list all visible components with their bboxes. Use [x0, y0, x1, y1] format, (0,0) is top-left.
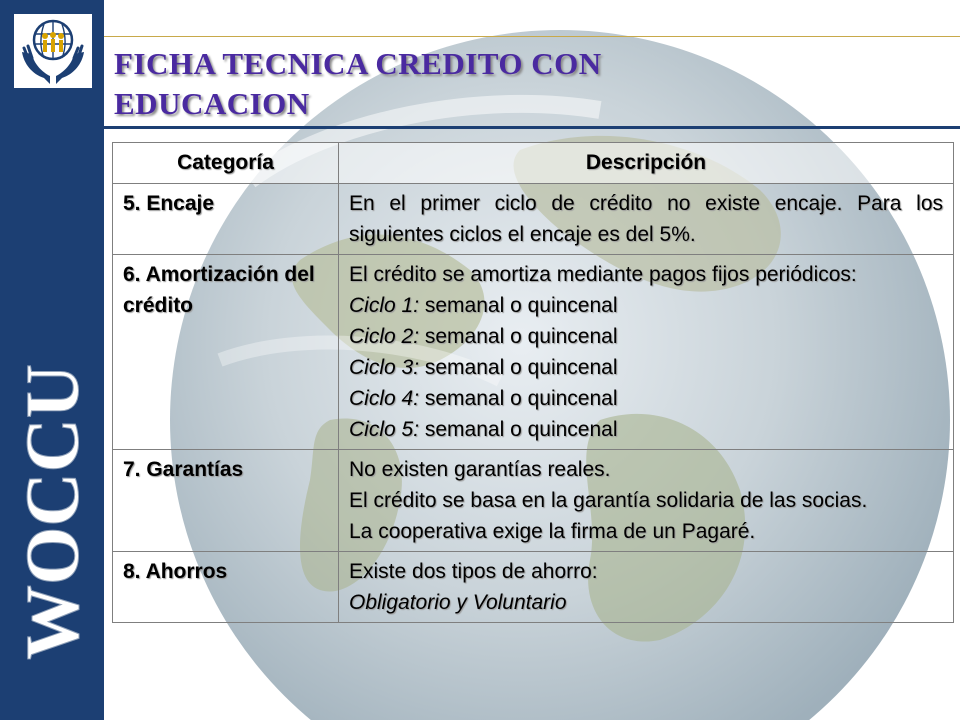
row-category: 7. Garantías: [113, 450, 339, 552]
header-descripcion: Descripción: [339, 143, 954, 184]
description-italic-text: Obligatorio y Voluntario: [349, 591, 567, 614]
cycle-label: Ciclo 2:: [349, 325, 420, 348]
cycle-line: [349, 383, 943, 414]
cycle-label: Ciclo 5:: [349, 418, 420, 441]
cycle-label: Ciclo 4:: [349, 387, 420, 410]
table-header-row: [113, 143, 954, 184]
logo: [14, 14, 92, 88]
sidebar-band: [0, 0, 104, 720]
svg-text:WOCCU: WOCCU: [11, 360, 95, 660]
table-row: [113, 184, 954, 255]
cycle-text: semanal o quincenal: [419, 418, 618, 441]
brand-wordmark: [11, 360, 96, 660]
cycle-text: semanal o quincenal: [419, 387, 618, 410]
cycle-text: semanal o quincenal: [419, 356, 618, 379]
cycle-text: semanal o quincenal: [419, 294, 618, 317]
cycle-label: Ciclo 1:: [349, 294, 420, 317]
title-underline: [104, 126, 960, 129]
cycle-text: semanal o quincenal: [419, 325, 618, 348]
description-text: No existen garantías reales.: [349, 458, 611, 481]
woccu-logo-text: [11, 360, 96, 660]
row-category: 6. Amortización del crédito: [113, 255, 339, 450]
row-description: [339, 552, 954, 623]
table-row: [113, 450, 954, 552]
table-row: [113, 552, 954, 623]
slide-title: FICHA TECNICA CREDITO CON EDUCACION: [114, 46, 602, 121]
description-text: Existe dos tipos de ahorro:: [349, 560, 598, 583]
row-description: [339, 450, 954, 552]
description-text: La cooperativa exige la firma de un Pagaré.: [349, 520, 756, 543]
cycle-line: [349, 352, 943, 383]
description-text: El crédito se basa en la garantía solidaria de las socias.: [349, 489, 868, 512]
description-text: El crédito se amortiza mediante pagos fijos periódicos:: [349, 263, 857, 286]
header-categoria: Categoría: [113, 143, 339, 184]
row-category: 8. Ahorros: [113, 552, 339, 623]
row-category: 5. Encaje: [113, 184, 339, 255]
cycle-line: [349, 290, 943, 321]
cycle-label: Ciclo 3:: [349, 356, 420, 379]
hands-holding-people-logo-icon: [14, 14, 92, 88]
ficha-table: [112, 142, 954, 623]
row-description: [339, 255, 954, 450]
cycle-line: [349, 321, 943, 352]
cycle-line: [349, 414, 943, 445]
description-text: En el primer ciclo de crédito no existe encaje. Para los siguientes ciclos el encaje es del 5%.: [349, 192, 943, 246]
top-gold-rule: [104, 36, 960, 37]
table-row: [113, 255, 954, 450]
row-description: [339, 184, 954, 255]
